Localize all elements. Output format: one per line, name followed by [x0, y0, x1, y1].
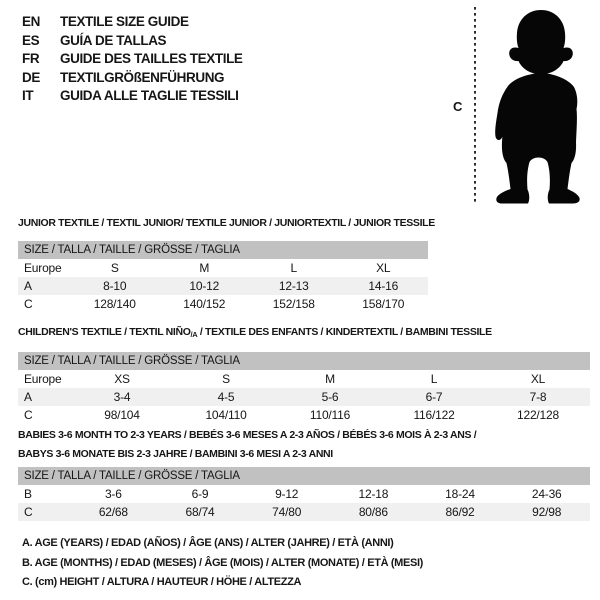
table-cell: 74/80	[272, 505, 302, 519]
table-row	[18, 406, 590, 424]
table-cell: 9-12	[275, 487, 299, 501]
row-label: Europe	[24, 372, 62, 386]
language-line	[22, 50, 243, 69]
language-title: GUÍA DE TALLAS	[60, 32, 167, 48]
note-line: A. AGE (YEARS) / EDAD (AÑOS) / ÂGE (ANS) / ALTER (JAHRE) / ETÀ (ANNI)	[22, 537, 394, 549]
table-cell: 140/152	[183, 297, 226, 311]
notes-block	[22, 534, 423, 593]
table-row	[18, 370, 590, 388]
language-title: TEXTILE SIZE GUIDE	[60, 14, 189, 29]
table-cell: M	[199, 261, 210, 275]
baby-figure	[440, 5, 596, 207]
table-junior-textile	[18, 214, 435, 313]
baby-silhouette-icon	[495, 10, 579, 204]
row-label: A	[24, 390, 32, 404]
table-row	[18, 388, 590, 406]
table-title: BABIES 3-6 MONTH TO 2-3 YEARS / BEBÉS 3-6 MESES A 2-3 AÑOS / BÉBÉS 3-6 MOIS À 2-3 ANS / BABYS 3-6 MONATE BIS 2-3 JAHRE / BAMBINI 3-6 MESI A 2-3 ANNI	[18, 429, 477, 460]
table-cell: 4-5	[217, 390, 235, 404]
note-line: B. AGE (MONTHS) / EDAD (MESES) / ÂGE (MOIS) / ALTER (MONATE) / ETÀ (MESI)	[22, 556, 423, 569]
table-cell: 158/170	[362, 297, 405, 311]
table-cell: 18-24	[445, 487, 475, 501]
table-row	[18, 485, 590, 503]
height-measure-label: C	[453, 99, 463, 114]
language-line	[22, 32, 243, 51]
table-cell: 98/104	[104, 408, 140, 422]
table-cell: L	[290, 261, 297, 275]
language-line	[22, 13, 243, 32]
table-cell: 68/74	[185, 505, 215, 519]
language-code: ES	[22, 32, 40, 48]
table-title: CHILDREN'S TEXTILE / TEXTIL $NIÑO_{/A}$ / TEXTILE DES ENFANTS / KINDERTEXTIL / BAMBINI TESSILE	[18, 326, 492, 339]
row-label: B	[24, 487, 32, 501]
table-babies-textile	[18, 426, 590, 521]
row-label: C	[24, 408, 33, 422]
row-label: A	[24, 279, 32, 293]
table-cell: 10-12	[189, 279, 220, 293]
table-cell: 14-16	[368, 279, 399, 293]
table-row	[18, 295, 428, 313]
table-cell: XS	[114, 372, 130, 386]
table-cell: 152/158	[272, 297, 315, 311]
table-cell: XL	[530, 372, 546, 386]
table-cell: 6-9	[191, 487, 209, 501]
table-cell: XL	[376, 261, 391, 275]
table-row	[18, 503, 590, 521]
table-row	[18, 259, 428, 277]
table-cell: 6-7	[425, 390, 443, 404]
table-cell: 116/122	[413, 408, 455, 422]
table-cell: 128/140	[93, 297, 136, 311]
table-cell: 3-6	[104, 487, 122, 501]
table-cell: 8-10	[103, 279, 127, 293]
language-code: FR	[22, 51, 40, 67]
table-cell: M	[325, 372, 335, 386]
table-cell: 80/86	[358, 505, 388, 519]
table-cell: 3-4	[113, 390, 131, 404]
language-title: GUIDA ALLE TAGLIE TESSILI	[60, 88, 239, 104]
language-line	[22, 69, 243, 88]
language-block	[22, 13, 243, 106]
row-label: Europe	[24, 261, 62, 275]
note-line: C. (cm) HEIGHT / ALTURA / HAUTEUR / HÖHE / ALTEZZA	[22, 576, 302, 588]
table-cell: S	[222, 372, 230, 386]
table-cell: 122/128	[517, 408, 559, 422]
table-cell: 7-8	[529, 390, 547, 404]
language-code: DE	[22, 69, 40, 85]
table-cell: S	[110, 261, 119, 275]
table-cell: 110/116	[309, 408, 351, 422]
table-cell: L	[430, 372, 438, 386]
language-title: GUIDE DES TAILLES TEXTILE	[60, 51, 243, 67]
table-title: JUNIOR TEXTILE / TEXTIL JUNIOR/ TEXTILE JUNIOR / JUNIORTEXTIL / JUNIOR TESSILE	[18, 217, 435, 229]
table-childrens-textile	[18, 323, 590, 424]
language-code: IT	[22, 88, 34, 104]
table-cell: 5-6	[321, 390, 339, 404]
row-label: C	[24, 297, 33, 311]
table-cell: 86/92	[445, 505, 475, 519]
size-header-bar: SIZE / TALLA / TAILLE / GRÖSSE / TAGLIA	[18, 241, 428, 259]
table-cell: 62/68	[98, 505, 128, 519]
table-cell: 12-13	[278, 279, 309, 293]
row-label: C	[24, 505, 33, 519]
size-header-bar: SIZE / TALLA / TAILLE / GRÖSSE / TAGLIA	[18, 467, 590, 485]
table-row	[18, 277, 428, 295]
language-code: EN	[22, 14, 40, 29]
table-cell: 92/98	[532, 505, 562, 519]
language-line	[22, 87, 243, 106]
language-title: TEXTILGRÖßENFÜHRUNG	[60, 69, 225, 85]
size-header-bar: SIZE / TALLA / TAILLE / GRÖSSE / TAGLIA	[18, 352, 590, 370]
table-title-subscript: /A	[190, 330, 198, 339]
table-cell: 12-18	[358, 487, 389, 501]
table-cell: 104/110	[205, 408, 247, 422]
table-cell: 24-36	[531, 487, 562, 501]
